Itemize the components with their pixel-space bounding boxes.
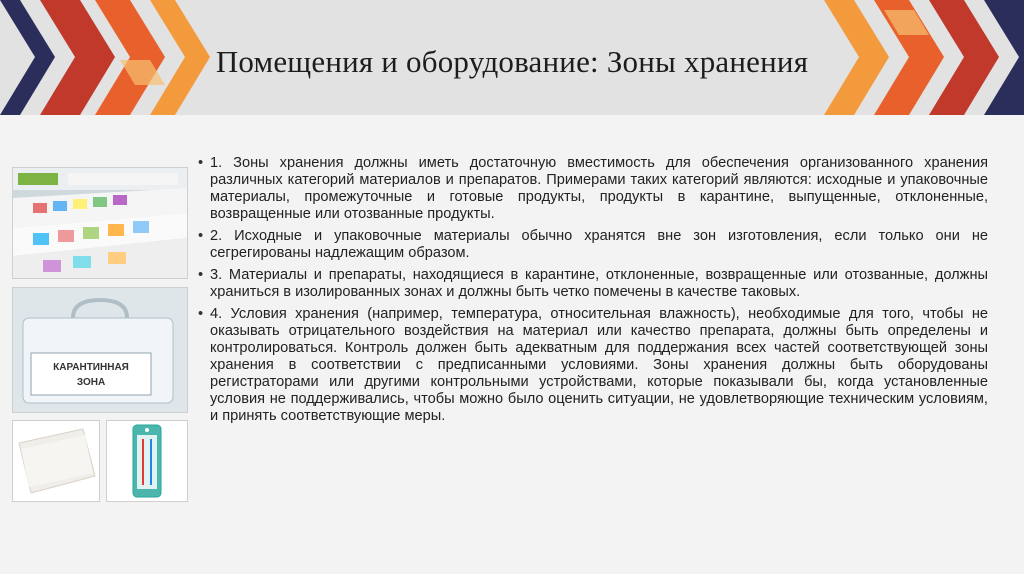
bullet-item	[198, 228, 988, 262]
bullet-dot: •	[198, 155, 204, 171]
bullet-item	[198, 306, 988, 425]
svg-text:КАРАНТИННАЯ: КАРАНТИННАЯ	[53, 362, 129, 373]
thermometer-icon	[107, 421, 187, 501]
thermohygrometer-photo	[106, 420, 188, 502]
quarantine-box-photo	[12, 287, 188, 413]
bullet-dot: •	[198, 306, 204, 322]
bullet-text: 2. Исходные и упаковочные материалы обычно хранятся вне зон изготовления, если только они не сегрегированы надлежащим образом.	[210, 228, 988, 261]
bullet-text: 3. Материалы и препараты, находящиеся в карантине, отклоненные, возвращенные или отозванные, должны храниться в изолированных зонах и должны быть четко помечены в качестве таковых.	[210, 267, 988, 300]
slide-title: Помещения и оборудование: Зоны хранения	[215, 44, 809, 79]
bullet-text: 1. Зоны хранения должны иметь достаточную вместимость для обеспечения организованного хранения различных категорий материалов и препаратов. Примерами таких категорий являются: исходные и упаковочные материалы, промежуточные и готовые продукты, продукты в карантине, выпущенные, отклоненные, возвращенные или отозванные продукты.	[210, 155, 988, 222]
bullet-dot: •	[198, 228, 204, 244]
quarantine-box-icon	[13, 288, 187, 412]
svg-text:ЗОНА: ЗОНА	[76, 377, 106, 388]
slide-header	[0, 0, 1024, 115]
paper-sheets-photo	[12, 420, 100, 502]
storage-drawers-icon	[13, 168, 187, 278]
bullet-dot: •	[198, 267, 204, 283]
pharmacy-drawers-photo	[12, 167, 188, 279]
bullet-list	[198, 155, 988, 430]
bullet-item	[198, 267, 988, 301]
bullet-text: 4. Условия хранения (например, температура, относительная влажность), необходимые для того, чтобы не оказывать отрицательного воздействия на материал или качество препарата, должны быть определены и контролироваться. Контроль должен быть адекватным для поддержания всех частей соответствующей зоны хранения в соответствии с предписанными условиями. Зоны хранения должны быть оборудованы регистраторами или другими контрольными устройствами, которые показывали бы, когда установленные условия не поддерживались, чтобы можно было оценить ситуации, не удовлетворяющие техническим условиям, и принять соответствующие меры.	[210, 306, 988, 424]
paper-icon	[13, 421, 99, 501]
bullet-item	[198, 155, 988, 223]
